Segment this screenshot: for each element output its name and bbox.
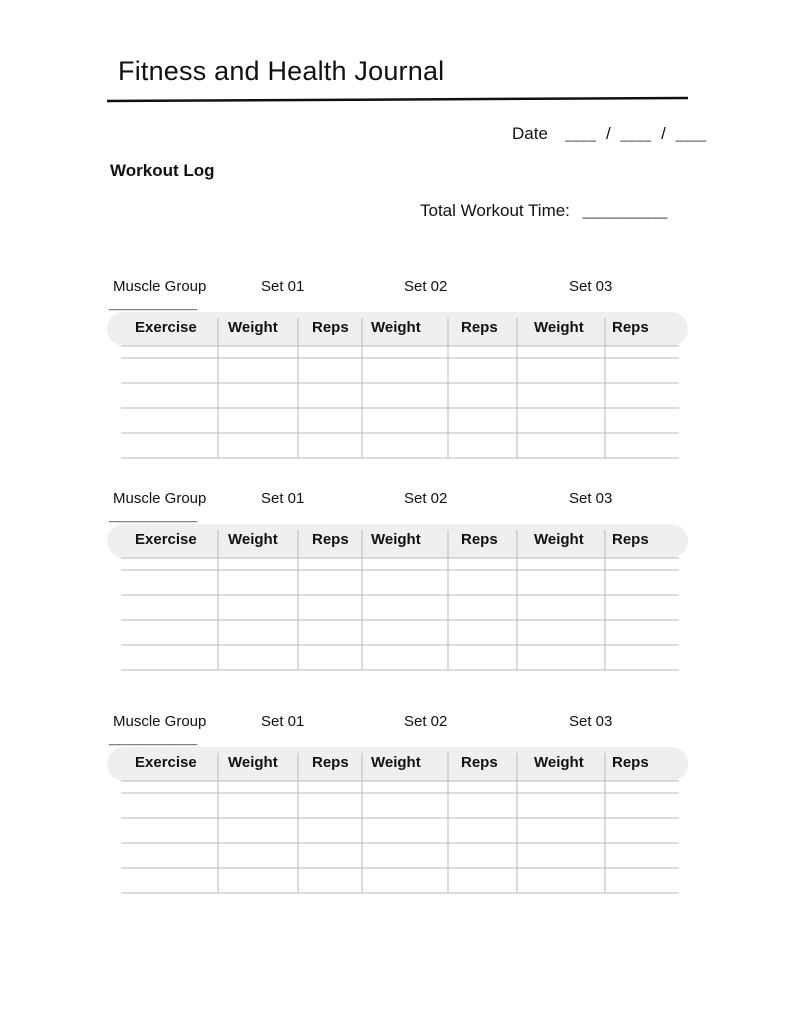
log-entry-cell[interactable] (121, 782, 218, 792)
date-separator: / (661, 124, 666, 143)
column-header: Weight (534, 754, 584, 771)
column-header: Weight (534, 319, 584, 336)
journal-title: Fitness and Health Journal (118, 56, 445, 86)
workout-block (107, 713, 688, 903)
log-entry-cell[interactable] (218, 409, 298, 433)
log-entry-cell[interactable] (605, 621, 679, 645)
log-entry-cell[interactable] (605, 347, 679, 357)
log-entry-cell[interactable] (298, 409, 362, 433)
log-entry-cell[interactable] (218, 347, 298, 357)
total-time-blank[interactable]: ___________ (582, 204, 668, 219)
log-entry-cell[interactable] (218, 559, 298, 569)
column-header: Exercise (135, 531, 197, 548)
log-entry-cell[interactable] (362, 347, 448, 357)
total-time-label: Total Workout Time: (420, 201, 570, 220)
log-entry-cell[interactable] (218, 384, 298, 408)
set-label: Set 02 (404, 278, 448, 295)
set-label: Set 02 (404, 713, 448, 730)
log-entry-cell[interactable] (362, 384, 448, 408)
column-header: Weight (228, 531, 278, 548)
log-entry-cell[interactable] (362, 782, 448, 792)
log-entry-cell[interactable] (448, 384, 517, 408)
log-entry-cell[interactable] (517, 384, 605, 408)
muscle-group-label: Muscle Group (113, 713, 207, 730)
log-entry-cell[interactable] (448, 359, 517, 383)
muscle-group-blank[interactable]: ______________ (109, 734, 198, 746)
log-entry-cell[interactable] (121, 359, 218, 383)
date-day-blank[interactable]: ____ (620, 127, 652, 142)
log-entry-cell[interactable] (448, 844, 517, 868)
column-header: Reps (312, 531, 349, 548)
log-entry-cell[interactable] (121, 844, 218, 868)
column-header: Reps (612, 531, 649, 548)
log-entry-cell[interactable] (298, 621, 362, 645)
log-entry-cell[interactable] (448, 596, 517, 620)
log-entry-cell[interactable] (362, 621, 448, 645)
log-entry-cell[interactable] (218, 819, 298, 843)
muscle-group-label: Muscle Group (113, 490, 207, 507)
log-entry-cell[interactable] (517, 359, 605, 383)
date-field[interactable] (512, 124, 707, 144)
log-entry-cell[interactable] (298, 844, 362, 868)
log-entry-cell[interactable] (448, 621, 517, 645)
set-label: Set 02 (404, 490, 448, 507)
muscle-group-blank[interactable]: ______________ (109, 511, 198, 523)
log-entry-cell[interactable] (448, 819, 517, 843)
log-entry-cell[interactable] (298, 347, 362, 357)
log-entry-cell[interactable] (605, 596, 679, 620)
log-entry-cell[interactable] (121, 621, 218, 645)
log-entry-cell[interactable] (448, 571, 517, 595)
log-entry-cell[interactable] (362, 844, 448, 868)
date-month-blank[interactable]: ____ (565, 127, 597, 142)
log-entry-cell[interactable] (218, 596, 298, 620)
log-entry-cell[interactable] (605, 819, 679, 843)
date-label: Date (512, 124, 548, 143)
log-entry-cell[interactable] (298, 782, 362, 792)
log-entry-cell[interactable] (218, 782, 298, 792)
muscle-group-label: Muscle Group (113, 278, 207, 295)
column-header: Reps (461, 531, 498, 548)
log-entry-cell[interactable] (121, 571, 218, 595)
workout-log-heading: Workout Log (110, 161, 215, 180)
log-entry-cell[interactable] (218, 844, 298, 868)
log-entry-cell[interactable] (448, 794, 517, 818)
column-header: Weight (534, 531, 584, 548)
log-entry-cell[interactable] (362, 571, 448, 595)
log-entry-cell[interactable] (298, 596, 362, 620)
column-header: Exercise (135, 754, 197, 771)
workout-block (107, 278, 688, 468)
log-entry-cell[interactable] (517, 596, 605, 620)
column-header: Weight (371, 754, 421, 771)
log-entry-cell[interactable] (605, 384, 679, 408)
log-entry-cell[interactable] (362, 596, 448, 620)
workout-block (107, 490, 688, 680)
set-label: Set 03 (569, 713, 613, 730)
set-label: Set 01 (261, 278, 305, 295)
log-entry-cell[interactable] (605, 571, 679, 595)
log-entry-cell[interactable] (605, 409, 679, 433)
log-entry-cell[interactable] (298, 359, 362, 383)
column-header: Weight (371, 319, 421, 336)
log-entry-cell[interactable] (517, 844, 605, 868)
column-header: Weight (228, 319, 278, 336)
log-entry-cell[interactable] (362, 359, 448, 383)
log-entry-cell[interactable] (517, 409, 605, 433)
log-entry-cell[interactable] (448, 409, 517, 433)
log-entry-cell[interactable] (605, 559, 679, 569)
column-header: Weight (371, 531, 421, 548)
log-entry-cell[interactable] (517, 347, 605, 357)
date-year-blank[interactable]: ____ (675, 127, 707, 142)
column-header: Reps (461, 319, 498, 336)
log-entry-cell[interactable] (605, 782, 679, 792)
column-header: Reps (312, 319, 349, 336)
log-entry-cell[interactable] (448, 782, 517, 792)
log-entry-cell[interactable] (605, 359, 679, 383)
log-entry-cell[interactable] (517, 794, 605, 818)
column-header: Weight (228, 754, 278, 771)
log-entry-cell[interactable] (121, 819, 218, 843)
column-header: Reps (461, 754, 498, 771)
log-entry-cell[interactable] (121, 384, 218, 408)
log-entry-cell[interactable] (121, 794, 218, 818)
log-entry-cell[interactable] (121, 559, 218, 569)
log-entry-cell[interactable] (362, 559, 448, 569)
log-entry-cell[interactable] (121, 409, 218, 433)
log-entry-cell[interactable] (362, 819, 448, 843)
set-label: Set 03 (569, 278, 613, 295)
log-entry-cell[interactable] (362, 794, 448, 818)
log-entry-cell[interactable] (517, 559, 605, 569)
set-label: Set 01 (261, 490, 305, 507)
log-entry-cell[interactable] (298, 559, 362, 569)
log-entry-cell[interactable] (517, 819, 605, 843)
log-entry-cell[interactable] (218, 571, 298, 595)
title-underline (107, 96, 689, 104)
log-entry-cell[interactable] (448, 347, 517, 357)
column-header: Reps (312, 754, 349, 771)
log-entry-cell[interactable] (218, 621, 298, 645)
log-entry-cell[interactable] (448, 559, 517, 569)
total-workout-time-field[interactable] (420, 201, 668, 221)
log-entry-cell[interactable] (605, 794, 679, 818)
log-entry-cell[interactable] (298, 571, 362, 595)
log-entry-cell[interactable] (218, 359, 298, 383)
log-entry-cell[interactable] (298, 819, 362, 843)
column-header: Reps (612, 319, 649, 336)
log-entry-cell[interactable] (362, 409, 448, 433)
set-label: Set 03 (569, 490, 613, 507)
log-entry-cell[interactable] (605, 844, 679, 868)
muscle-group-blank[interactable]: ______________ (109, 299, 198, 311)
column-header: Reps (612, 754, 649, 771)
log-entry-cell[interactable] (121, 347, 218, 357)
log-entry-cell[interactable] (517, 621, 605, 645)
log-entry-cell[interactable] (517, 571, 605, 595)
log-entry-cell[interactable] (121, 596, 218, 620)
log-entry-cell[interactable] (298, 794, 362, 818)
set-label: Set 01 (261, 713, 305, 730)
log-entry-cell[interactable] (218, 794, 298, 818)
log-entry-cell[interactable] (298, 384, 362, 408)
column-header: Exercise (135, 319, 197, 336)
log-entry-cell[interactable] (517, 782, 605, 792)
date-separator: / (606, 124, 611, 143)
